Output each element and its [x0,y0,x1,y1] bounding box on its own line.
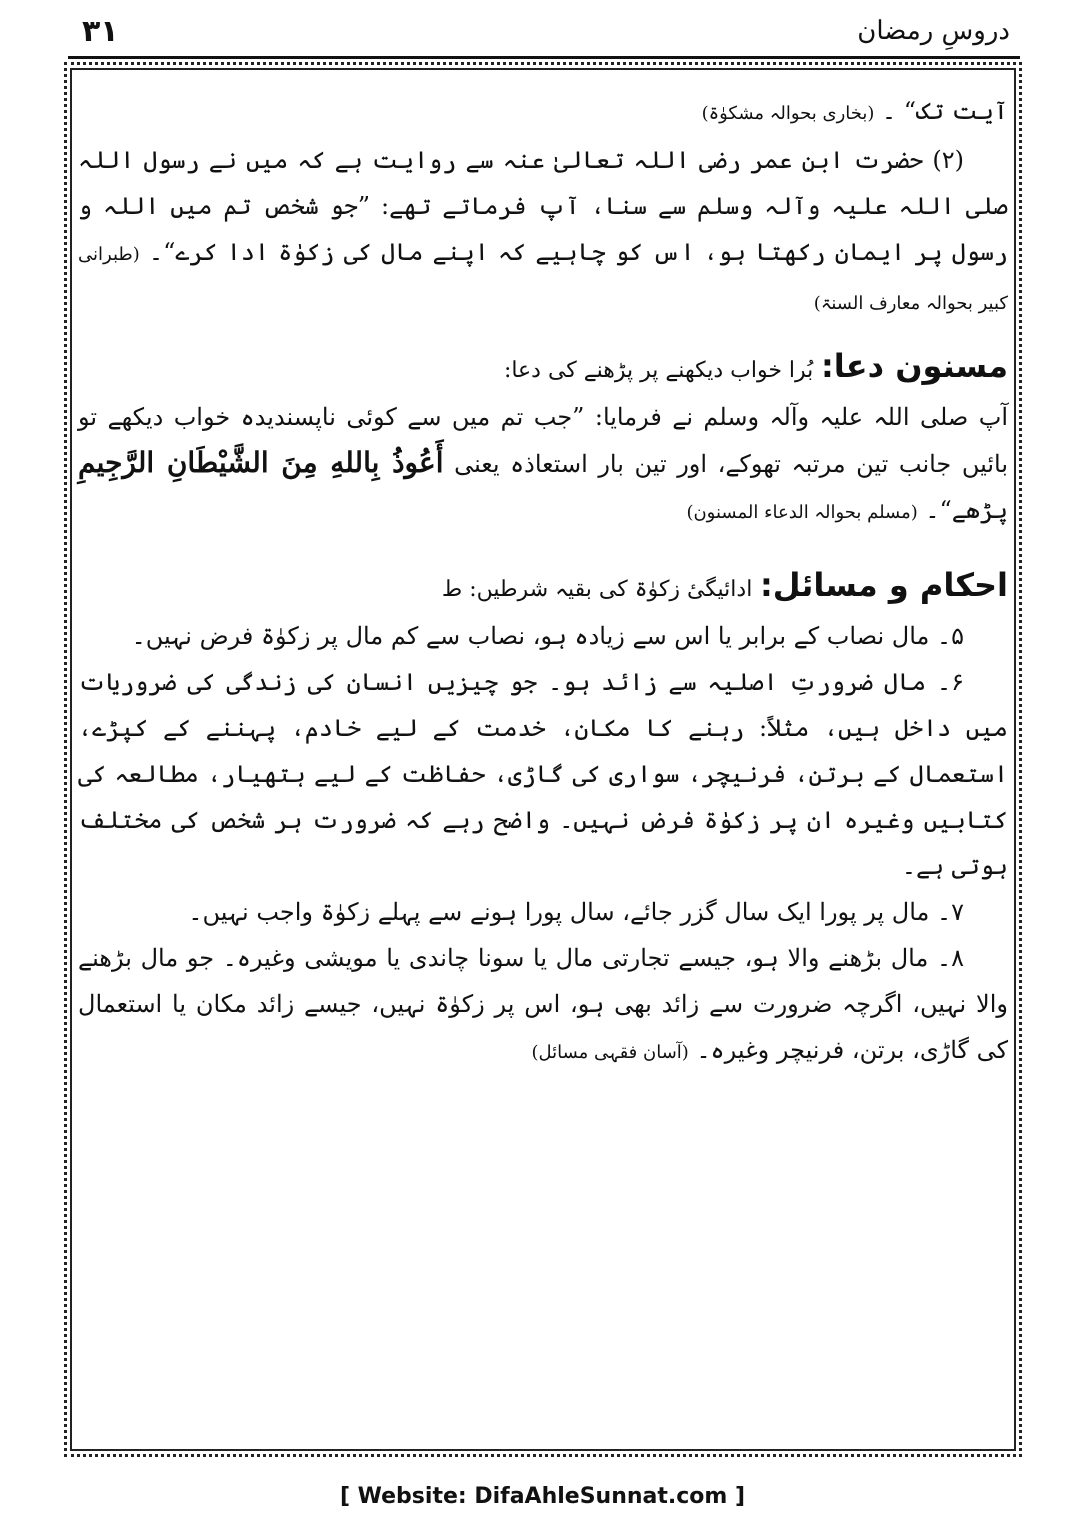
dua-paragraph [78,394,1008,536]
reference-bukhari: (بخاری بحوالہ مشکوٰۃ) [701,103,875,124]
continued-line-text: آیت تک“ ۔ [882,97,1008,125]
dua-text-before: آپ صلی اللہ علیہ وآلہ وسلم نے فرمایا: ”جب تم میں سے کوئی ناپسندیدہ خواب دیکھے تو بائیں جانب تین مرتبہ تھوکے، اور تین بار استعاذہ یعنی [78,403,1009,478]
reference-asaan-fiqhi: (آسان فقہی مسائل) [531,1042,689,1063]
reference-muslim: (مسلم بحوالہ الدعاء المسنون) [686,502,918,523]
page-number: ۳۱ [82,14,119,49]
continued-line [78,88,1008,137]
header-rule [68,56,1020,59]
ahkam-heading-line [78,562,1008,613]
dua-arabic: أَعُوذُ بِاللهِ مِنَ الشَّيْطَانِ الرَّجِيمِ [78,446,444,479]
ahkam-heading: احکام و مسائل: [759,566,1008,604]
hadith-text: (۲) حضرت ابن عمر رضی اللہ تعالیٰ عنہ سے روایت ہے کہ میں نے رسول اللہ صلی اللہ علیہ وآلہ وسلم سے سنا، آپ فرماتے تھے: ”جو شخص تم میں اللہ و رسول پر ایمان رکھتا ہو، اس کو چاہیے کہ اپنے مال کی زکوٰۃ ادا کرے“۔ [78,146,1008,266]
dua-heading-line [78,343,1008,394]
ahkam-item-7: ۷۔ مال پر پورا ایک سال گزر جائے، سال پورا ہونے سے پہلے زکوٰۃ واجب نہیں۔ [188,898,964,926]
reference-tabarani: (طبرانی کبیر بحوالہ معارف السنۃ) [78,244,1008,314]
dua-text-after: پڑھے“۔ [925,496,1008,524]
website-footer: [ Website: DifaAhleSunnat.com ] [339,1484,746,1509]
running-title: دروسِ رمضان [857,16,1010,46]
ahkam-subheading: ادائیگیٔ زکوٰۃ کی بقیہ شرطیں: ط [441,577,753,602]
dua-heading: مسنون دعا: [820,347,1008,385]
hadith-paragraph [78,137,1008,327]
page-header [68,8,1020,60]
ahkam-item-6: ۶۔ مال ضرورتِ اصلیہ سے زائد ہو۔ جو چیزیں انسان کی زندگی کی ضروریات میں داخل ہیں، مثلاً: رہنے کا مکان، خدمت کے لیے خادم، پہننے کے کپڑے، استعمال کے برتن، فرنیچر، سواری کی گاڑی، حفاظت کے لیے ہتھیار، مطالعہ کی کتابیں وغیرہ ان پر زکوٰۃ فرض نہیں۔ واضح رہے کہ ضرورت ہر شخص کی مختلف ہوتی ہے۔ [78,668,1008,880]
ahkam-item-8-text: ۸۔ مال بڑھنے والا ہو، جیسے تجارتی مال یا سونا چاندی یا مویشی وغیرہ۔ جو مال بڑھنے والا نہیں، اگرچہ ضرورت سے زائد بھی ہو، اس پر زکوٰۃ نہیں، جیسے زائد مکان یا استعمال کی گاڑی، برتن، فرنیچر وغیرہ۔ [78,944,1008,1064]
page-content [78,88,1008,1076]
dua-subheading: بُرا خواب دیکھنے پر پڑھنے کی دعا: [503,358,814,383]
ahkam-item-8 [78,935,1008,1076]
ahkam-item-5: ۵۔ مال نصاب کے برابر یا اس سے زیادہ ہو، نصاب سے کم مال پر زکوٰۃ فرض نہیں۔ [131,622,964,650]
